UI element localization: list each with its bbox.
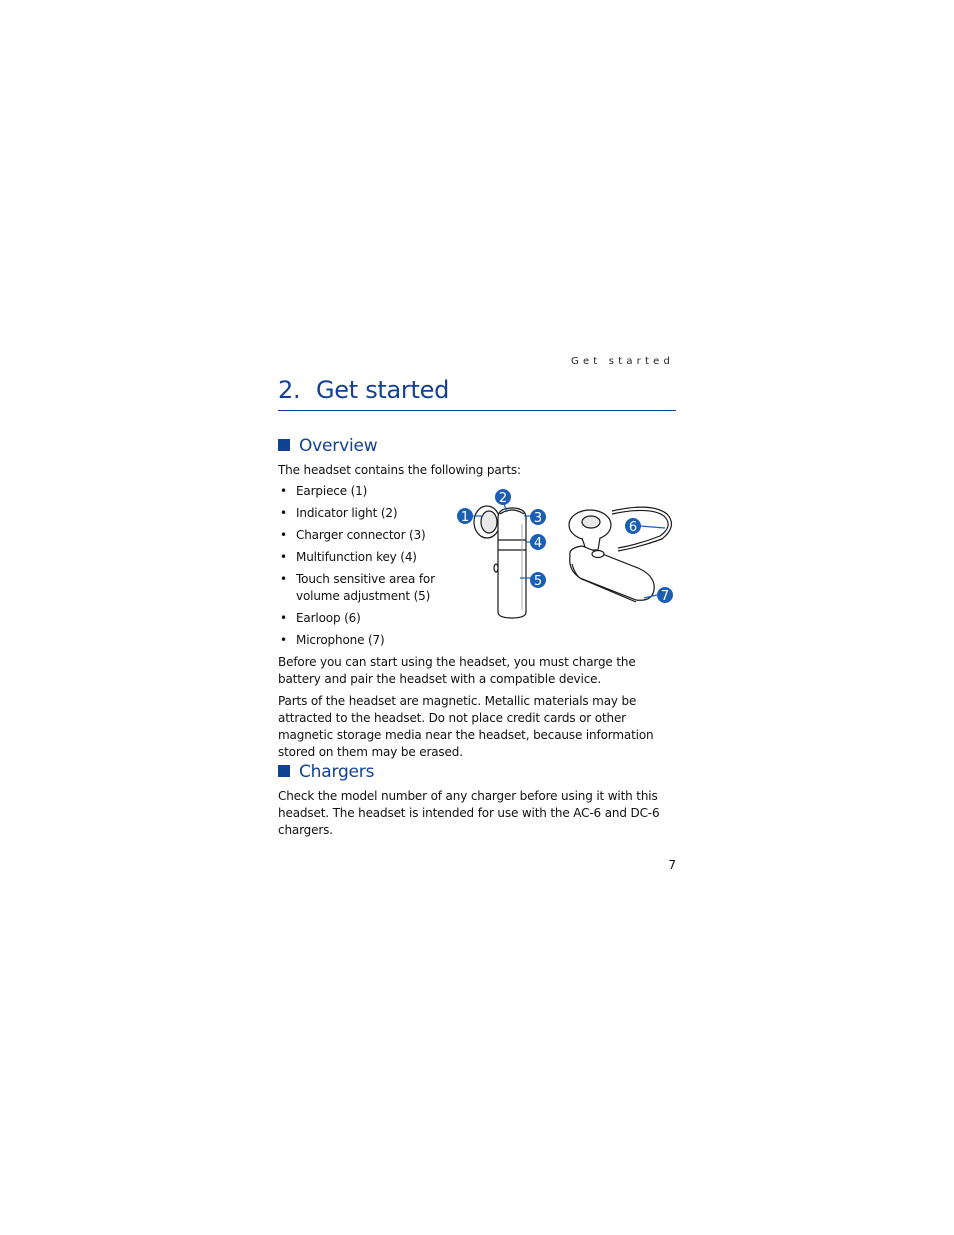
list-item: • Earpiece (1): [280, 484, 368, 498]
svg-text:6: 6: [628, 520, 638, 535]
chapter-title: [278, 376, 676, 410]
chapter-title-text: Get started: [316, 376, 450, 404]
chargers-heading: [278, 762, 374, 782]
chargers-paragraph: Check the model number of any charger before using it with this headset. The headset is intended for use with the AC-6 and DC-6 chargers.: [278, 789, 660, 837]
overview-heading-text: Overview: [299, 436, 378, 456]
bullet-icon: •: [280, 528, 287, 542]
bullet-icon: •: [280, 550, 287, 564]
chapter-rule: [278, 410, 676, 411]
list-item: • Earloop (6): [280, 611, 361, 625]
bullet-icon: •: [280, 611, 287, 625]
svg-text:2: 2: [498, 491, 508, 506]
svg-text:7: 7: [660, 589, 670, 604]
svg-text:5: 5: [533, 574, 543, 589]
callout-1: [457, 508, 473, 525]
bullet-icon: •: [280, 633, 287, 647]
callout-5: [530, 572, 546, 589]
bullet-icon: •: [280, 506, 287, 520]
section-square-icon: [278, 439, 290, 451]
svg-text:3: 3: [533, 511, 543, 526]
callout-7: [657, 587, 673, 604]
callout-6: [625, 518, 641, 535]
chapter-number: 2.: [278, 376, 301, 404]
headset-front-illustration: [474, 506, 526, 618]
parts-list: [278, 483, 438, 654]
charge-pair-paragraph: Before you can start using the headset, you must charge the battery and pair the headset with a compatible device.: [278, 655, 636, 686]
overview-intro: The headset contains the following parts:: [278, 463, 521, 477]
magnetic-warning-paragraph: Parts of the headset are magnetic. Metallic materials may be attracted to the headset. Do not place credit cards or other magnetic storage media near the headset, because information stored on them may be erased.: [278, 694, 654, 759]
list-item: • Microphone (7): [280, 633, 385, 647]
overview-heading: [278, 436, 377, 456]
list-item: • Charger connector (3): [280, 528, 426, 542]
bullet-icon: •: [280, 572, 287, 586]
section-square-icon: [278, 765, 290, 777]
page-number: 7: [668, 858, 676, 872]
running-header: Get started: [571, 356, 674, 367]
list-item: • Multifunction key (4): [280, 550, 417, 564]
bullet-icon: •: [280, 484, 287, 498]
svg-text:1: 1: [460, 510, 470, 525]
list-item: • Indicator light (2): [280, 506, 398, 520]
callout-4: [530, 534, 546, 551]
callout-3: [530, 509, 546, 526]
list-item: • Touch sensitive area for volume adjustment (5): [280, 572, 435, 603]
headset-side-illustration: [569, 507, 671, 602]
headset-figure: [450, 484, 678, 624]
callout-2: [495, 489, 511, 506]
svg-text:4: 4: [533, 536, 543, 551]
chargers-heading-text: Chargers: [299, 762, 375, 782]
